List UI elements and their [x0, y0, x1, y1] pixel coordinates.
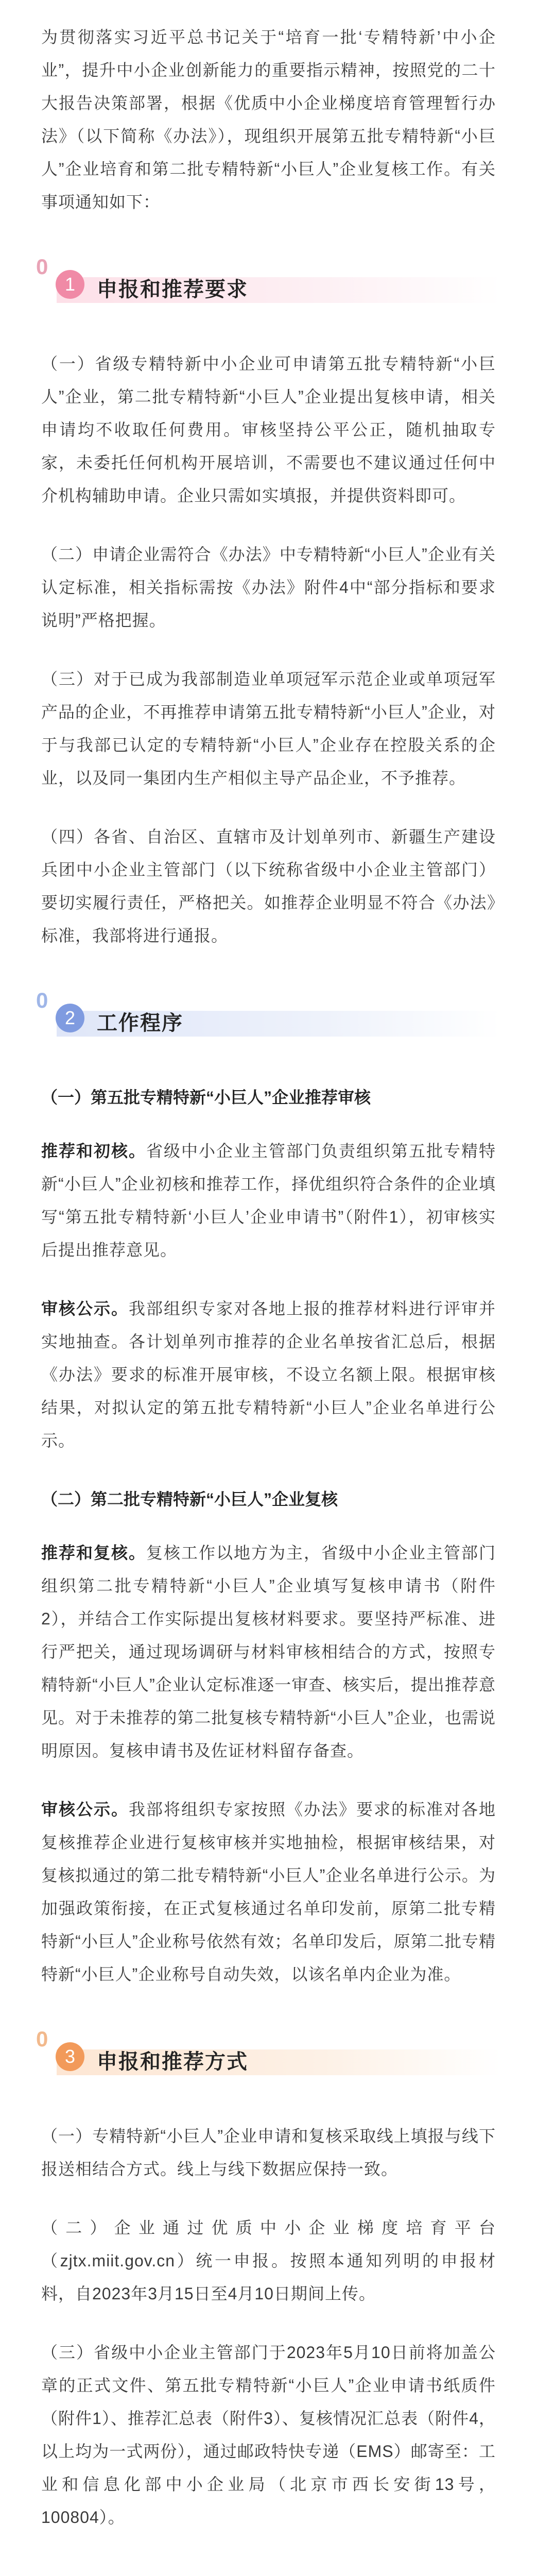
paragraph: （二）申请企业需符合《办法》中专精特新“小巨人”企业有关认定标准，相关指标需按《办法》附件4中“部分指标和要求说明”严格把握。 [41, 545, 496, 630]
section-title: 申报和推荐要求 [97, 278, 248, 301]
paragraph-lead: 审核公示。 [41, 1800, 129, 1819]
section-header-1 [36, 255, 496, 316]
paragraph-text: 我部组织专家对各地上报的推荐材料进行评审并实地抽查。各计划单列市推荐的企业名单按省汇总后，根据《办法》要求的标准开展审核，不设立名额上限。根据审核结果，对拟认定的第五批专精特新“小巨人”企业名单进行公示。 [41, 1299, 496, 1450]
section-title: 申报和推荐方式 [97, 2050, 248, 2073]
paragraph: （一）专精特新“小巨人”企业申请和复核采取线上填报与线下报送相结合方式。线上与线下数据应保持一致。 [41, 2127, 496, 2178]
section-header-3 [36, 2027, 496, 2089]
paragraph: （一）省级专精特新中小企业可申请第五批专精特新“小巨人”企业，第二批专精特新“小巨人”企业提出复核申请，相关申请均不收取任何费用。审核坚持公平公正，随机抽取专家，未委托任何机构开展培训，不需要也不建议通过任何中介机构辅助申请。企业只需如实填报，并提供资料即可。 [41, 354, 496, 505]
subheading: （二）第二批专精特新“小巨人”企业复核 [41, 1490, 338, 1509]
paragraph-lead: 审核公示。 [41, 1299, 129, 1318]
paragraph-text: 省级中小企业主管部门负责组织第五批专精特新“小巨人”企业初核和推荐工作，择优组织符合条件的企业填写“第五批专精特新‘小巨人’企业申请书”（附件1），初审核实后提出推荐意见。 [41, 1142, 496, 1259]
paragraph [41, 1793, 496, 1991]
section-number-tens: 0 [36, 255, 48, 279]
paragraph [41, 1536, 496, 1767]
paragraph: （二）企业通过优质中小企业梯度培育平台（zjtx.miit.gov.cn）统一申报。按照本通知列明的申报材料，自2023年3月15日至4月10日期间上传。 [41, 2218, 496, 2303]
intro-paragraph: 为贯彻落实习近平总书记关于“培育一批‘专精特新’中小企业”，提升中小企业创新能力的重要指示精神，按照党的二十大报告决策部署，根据《优质中小企业梯度培育管理暂行办法》（以下简称《办法》），现组织开展第五批专精特新“小巨人”企业培育和第二批专精特新“小巨人”企业复核工作。有关事项通知如下： [41, 28, 496, 211]
section-number-badge: 3 [56, 2042, 84, 2071]
section-number-badge: 2 [56, 1004, 84, 1032]
section-number-tens: 0 [36, 988, 48, 1012]
paragraph-text: 复核工作以地方为主，省级中小企业主管部门组织第二批专精特新“小巨人”企业填写复核申请书（附件2），并结合工作实际提出复核材料要求。要坚持严标准、进行严把关，通过现场调研与材料审核相结合的方式，按照专精特新“小巨人”企业认定标准逐一审查、核实后，提出推荐意见。对于未推荐的第二批复核专精特新“小巨人”企业，也需说明原因。复核申请书及佐证材料留存备查。 [41, 1544, 496, 1760]
paragraph-lead: 推荐和初核。 [41, 1142, 146, 1160]
section-header-2 [36, 988, 496, 1050]
section-number-tens: 0 [36, 2027, 48, 2051]
section-number-badge: 1 [56, 270, 84, 299]
subheading: （一）第五批专精特新“小巨人”企业推荐审核 [41, 1088, 371, 1107]
paragraph-text: 我部将组织专家按照《办法》要求的标准对各地复核推荐企业进行复核审核并实地抽检，根据审核结果，对复核拟通过的第二批专精特新“小巨人”企业名单进行公示。为加强政策衔接，在正式复核通过名单印发前，原第二批专精特新“小巨人”企业称号依然有效；名单印发后，原第二批专精特新“小巨人”企业称号自动失效，以该名单内企业为准。 [41, 1800, 496, 1984]
paragraph: （三）对于已成为我部制造业单项冠军示范企业或单项冠军产品的企业，不再推荐申请第五批专精特新“小巨人”企业，对于与我部已认定的专精特新“小巨人”企业存在控股关系的企业，以及同一集团内生产相似主导产品企业，不予推荐。 [41, 670, 496, 787]
paragraph: （四）各省、自治区、直辖市及计划单列市、新疆生产建设兵团中小企业主管部门（以下统称省级中小企业主管部门）要切实履行责任，严格把关。如推荐企业明显不符合《办法》标准，我部将进行通报。 [41, 827, 496, 945]
paragraph [41, 1134, 496, 1266]
paragraph: （三）省级中小企业主管部门于2023年5月10日前将加盖公章的正式文件、第五批专精特新“小巨人”企业申请书纸质件（附件1）、推荐汇总表（附件3）、复核情况汇总表（附件4，以上均为一式两份），通过邮政特快专递（EMS）邮寄至：工业和信息化部中小企业局（北京市西长安街13号，100804）。 [41, 2343, 496, 2527]
paragraph [41, 1292, 496, 1457]
section-title: 工作程序 [97, 1012, 183, 1035]
paragraph-lead: 推荐和复核。 [41, 1544, 146, 1562]
